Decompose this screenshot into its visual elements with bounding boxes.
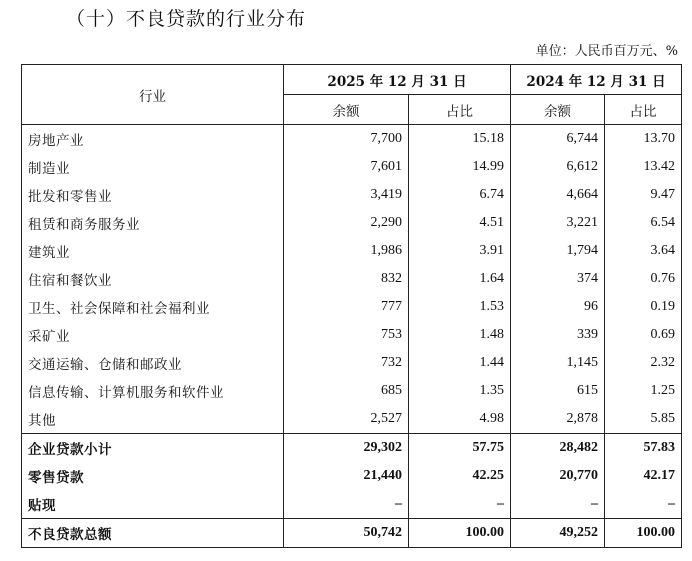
- balance-2024-header: 余额: [511, 95, 605, 125]
- balance-2024-cell: 28,482: [511, 434, 605, 463]
- ratio-2024-cell: 42.17: [605, 462, 682, 490]
- balance-2025-cell: 753: [284, 321, 409, 349]
- ratio-2025-cell: 1.64: [409, 265, 511, 293]
- balance-2025-cell: 2,290: [284, 209, 409, 237]
- ratio-2024-cell: 57.83: [605, 434, 682, 463]
- industry-header: 行业: [22, 65, 284, 125]
- ratio-2025-cell: 14.99: [409, 153, 511, 181]
- balance-2024-cell: 1,794: [511, 237, 605, 265]
- ratio-2025-cell: 1.35: [409, 377, 511, 405]
- balance-2025-cell: 732: [284, 349, 409, 377]
- balance-2025-cell: 832: [284, 265, 409, 293]
- industry-name-cell: 信息传输、计算机服务和软件业: [22, 377, 284, 405]
- industry-name-cell: 交通运输、仓储和邮政业: [22, 349, 284, 377]
- ratio-2025-cell: 6.74: [409, 181, 511, 209]
- ratio-2025-cell: 15.18: [409, 125, 511, 154]
- industry-name-cell: 采矿业: [22, 321, 284, 349]
- ratio-2024-cell: 13.42: [605, 153, 682, 181]
- balance-2024-cell: 339: [511, 321, 605, 349]
- table-row: [22, 377, 682, 405]
- table-row: [22, 153, 682, 181]
- balance-2025-cell: 50,742: [284, 519, 409, 548]
- ratio-2024-cell: 0.76: [605, 265, 682, 293]
- balance-2024-cell: 615: [511, 377, 605, 405]
- industry-name-cell: 住宿和餐饮业: [22, 265, 284, 293]
- industry-name-cell: 制造业: [22, 153, 284, 181]
- ratio-2025-cell: –: [409, 490, 511, 519]
- balance-2024-cell: –: [511, 490, 605, 519]
- table-body: [22, 125, 682, 548]
- ratio-2024-header: 占比: [605, 95, 682, 125]
- total-row: [22, 490, 682, 519]
- balance-2024-cell: 2,878: [511, 405, 605, 434]
- ratio-2025-cell: 57.75: [409, 434, 511, 463]
- balance-2024-cell: 6,744: [511, 125, 605, 154]
- ratio-2025-cell: 100.00: [409, 519, 511, 548]
- industry-name-cell: 建筑业: [22, 237, 284, 265]
- ratio-2024-cell: 5.85: [605, 405, 682, 434]
- industry-name-cell: 房地产业: [22, 125, 284, 154]
- industry-name-cell: 租赁和商务服务业: [22, 209, 284, 237]
- balance-2025-cell: 685: [284, 377, 409, 405]
- ratio-2024-cell: 100.00: [605, 519, 682, 548]
- table-row: [22, 321, 682, 349]
- ratio-2025-cell: 3.91: [409, 237, 511, 265]
- ratio-2024-cell: 1.25: [605, 377, 682, 405]
- ratio-2025-cell: 1.48: [409, 321, 511, 349]
- balance-2025-cell: 777: [284, 293, 409, 321]
- ratio-2025-cell: 4.98: [409, 405, 511, 434]
- section-title: （十）不良贷款的行业分布: [66, 8, 307, 30]
- balance-2025-cell: 3,419: [284, 181, 409, 209]
- ratio-2024-cell: 13.70: [605, 125, 682, 154]
- unit-note: 单位：人民币百万元、%: [535, 44, 678, 59]
- balance-2025-cell: 7,601: [284, 153, 409, 181]
- table-row: [22, 209, 682, 237]
- total-row: [22, 462, 682, 490]
- balance-2024-cell: 96: [511, 293, 605, 321]
- balance-2025-cell: 2,527: [284, 405, 409, 434]
- industry-name-cell: 企业贷款小计: [22, 434, 284, 463]
- npl-industry-table: [21, 64, 682, 548]
- ratio-2024-cell: 6.54: [605, 209, 682, 237]
- industry-name-cell: 批发和零售业: [22, 181, 284, 209]
- balance-2025-cell: 29,302: [284, 434, 409, 463]
- ratio-2025-cell: 4.51: [409, 209, 511, 237]
- balance-2025-cell: –: [284, 490, 409, 519]
- table-row: [22, 237, 682, 265]
- industry-name-cell: 不良贷款总额: [22, 519, 284, 548]
- ratio-2024-cell: 3.64: [605, 237, 682, 265]
- ratio-2024-cell: 0.19: [605, 293, 682, 321]
- industry-name-cell: 卫生、社会保障和社会福利业: [22, 293, 284, 321]
- balance-2024-cell: 4,664: [511, 181, 605, 209]
- ratio-2025-cell: 1.44: [409, 349, 511, 377]
- ratio-2024-cell: 9.47: [605, 181, 682, 209]
- balance-2025-cell: 21,440: [284, 462, 409, 490]
- balance-2025-cell: 1,986: [284, 237, 409, 265]
- table-row: [22, 265, 682, 293]
- total-row: [22, 519, 682, 548]
- table-row: [22, 125, 682, 154]
- total-row: [22, 434, 682, 463]
- table-row: [22, 349, 682, 377]
- ratio-2024-cell: 2.32: [605, 349, 682, 377]
- balance-2024-cell: 20,770: [511, 462, 605, 490]
- industry-name-cell: 贴现: [22, 490, 284, 519]
- balance-2024-cell: 1,145: [511, 349, 605, 377]
- balance-2025-header: 余额: [284, 95, 409, 125]
- balance-2024-cell: 374: [511, 265, 605, 293]
- period-2025-header: 2025 年 12 月 31 日: [284, 65, 511, 95]
- period-2024-header: 2024 年 12 月 31 日: [511, 65, 682, 95]
- ratio-2024-cell: 0.69: [605, 321, 682, 349]
- balance-2024-cell: 49,252: [511, 519, 605, 548]
- ratio-2025-cell: 1.53: [409, 293, 511, 321]
- industry-name-cell: 零售贷款: [22, 462, 284, 490]
- ratio-2025-cell: 42.25: [409, 462, 511, 490]
- balance-2024-cell: 3,221: [511, 209, 605, 237]
- balance-2024-cell: 6,612: [511, 153, 605, 181]
- table-row: [22, 405, 682, 434]
- table-row: [22, 181, 682, 209]
- ratio-2024-cell: –: [605, 490, 682, 519]
- table-row: [22, 293, 682, 321]
- balance-2025-cell: 7,700: [284, 125, 409, 154]
- industry-name-cell: 其他: [22, 405, 284, 434]
- ratio-2025-header: 占比: [409, 95, 511, 125]
